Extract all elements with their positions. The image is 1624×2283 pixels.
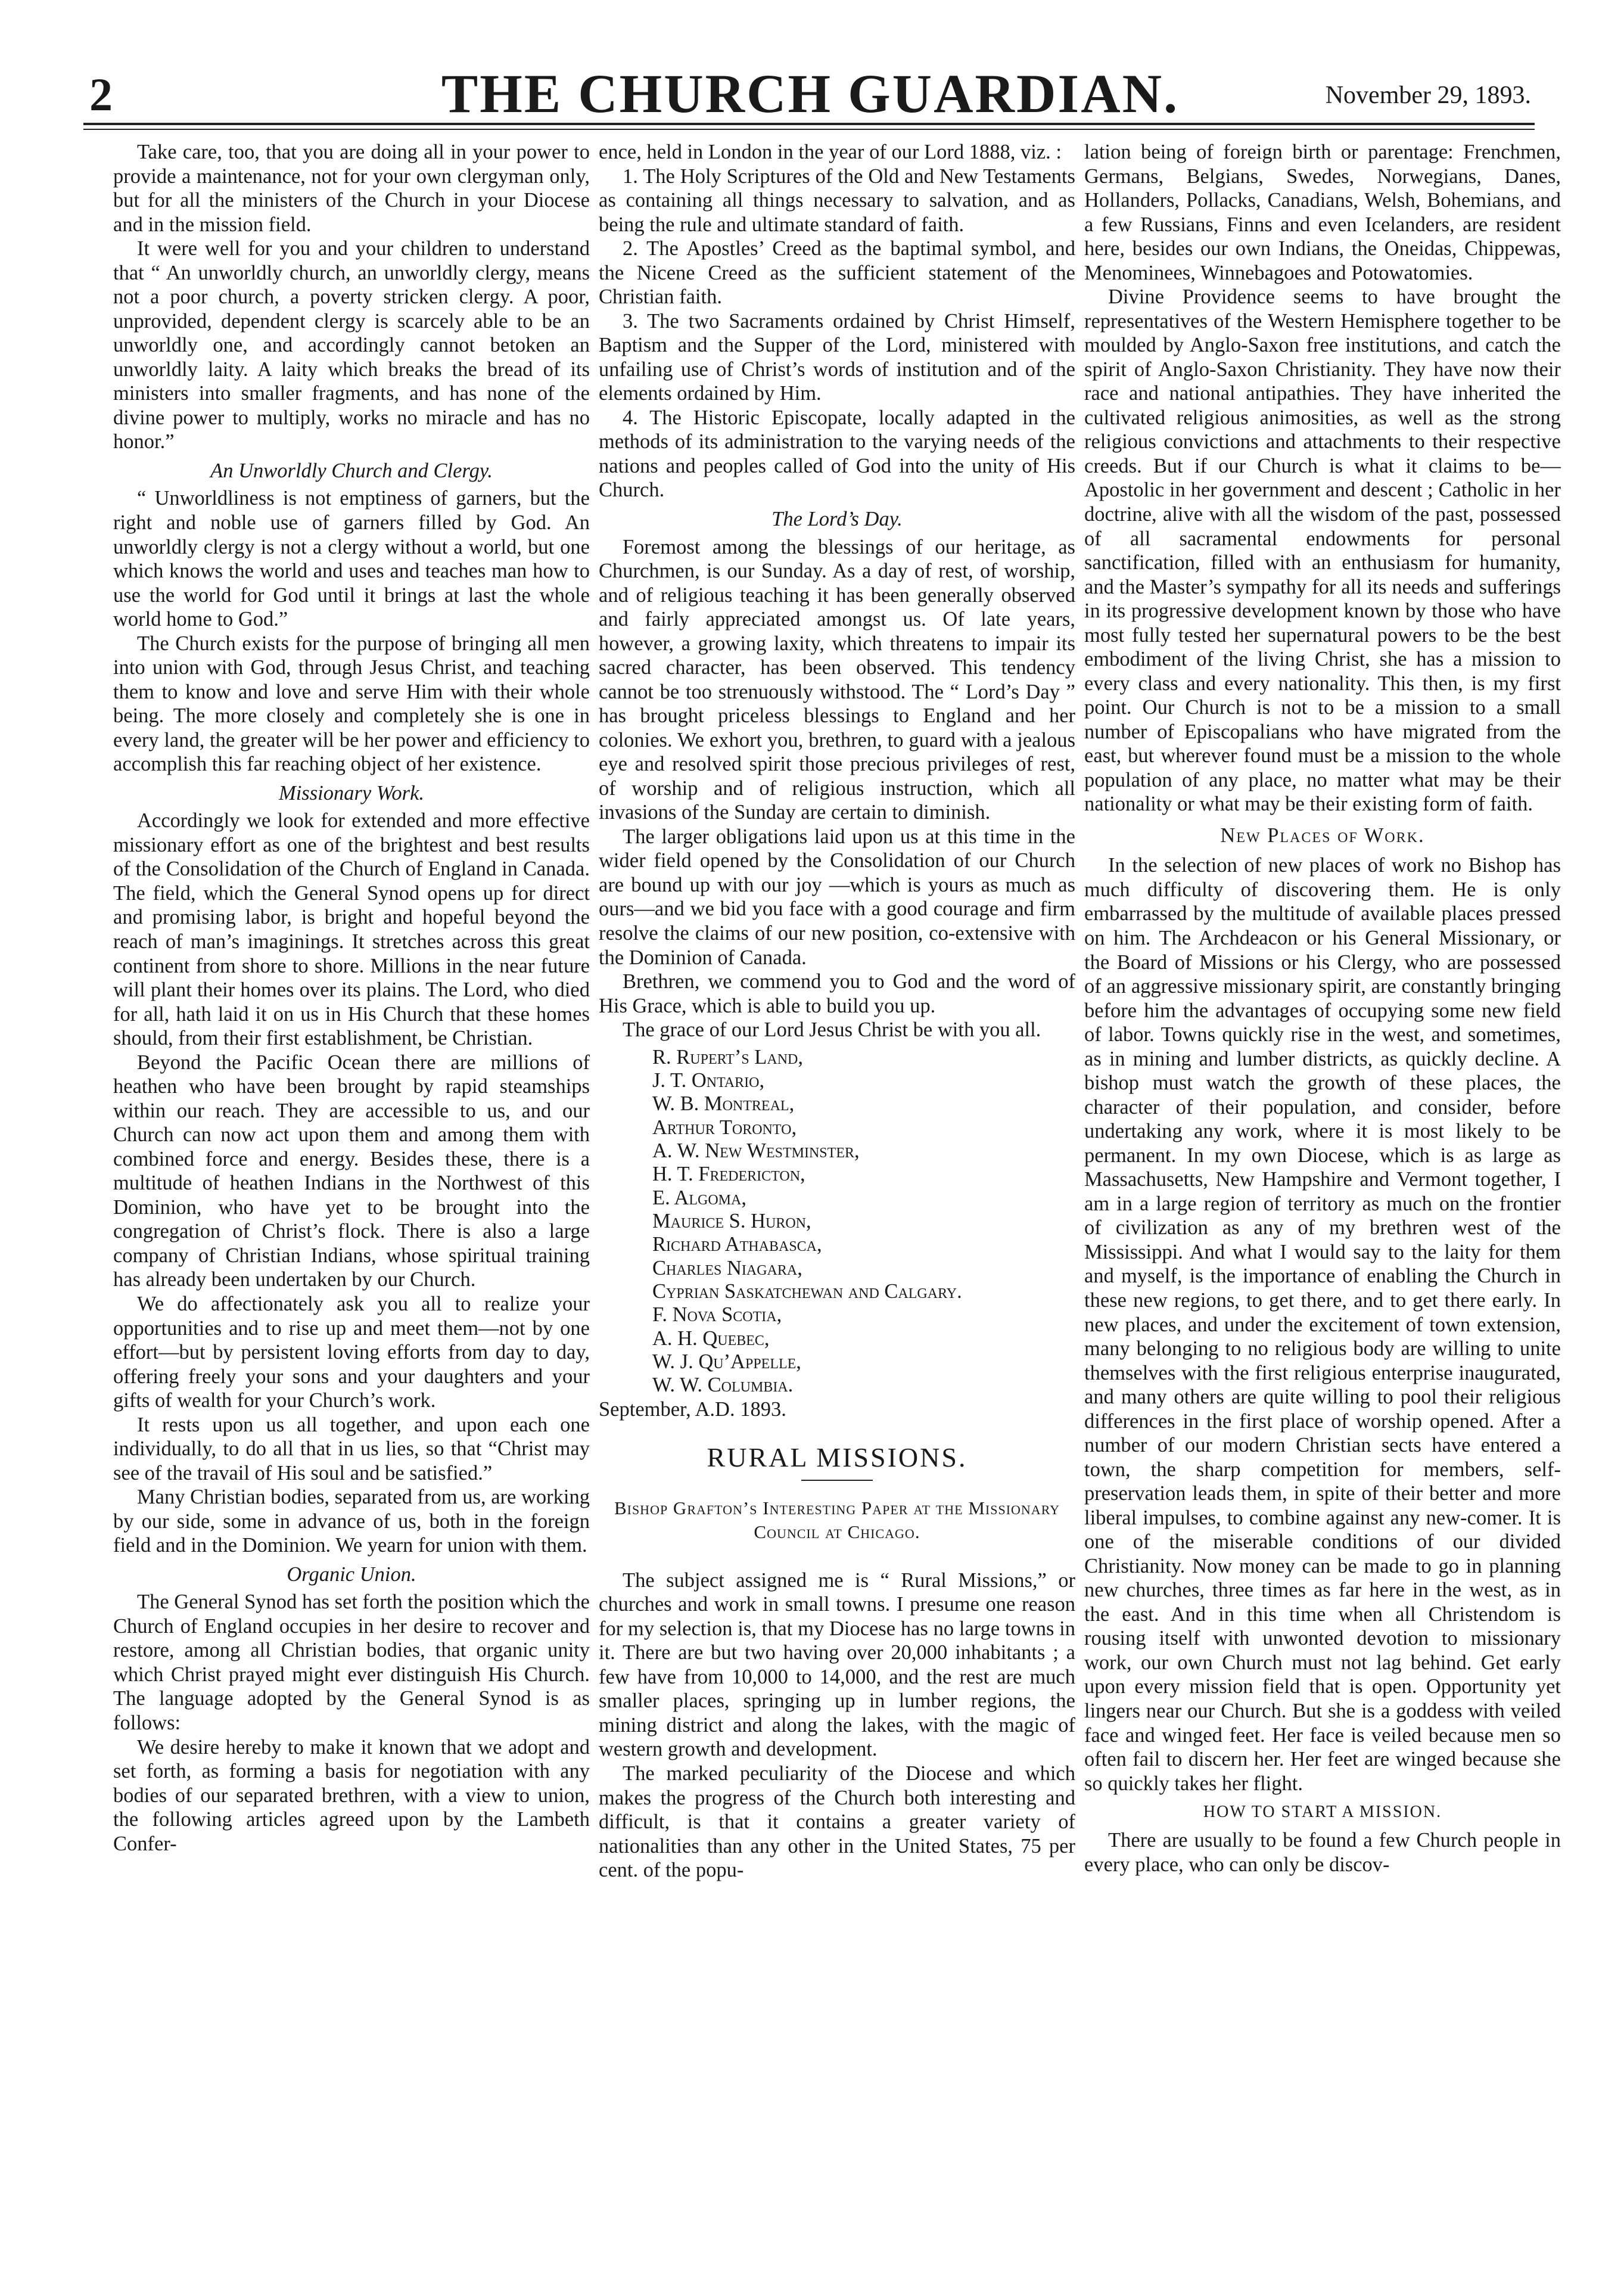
paragraph: We do affectionately ask you all to realize your opportunities and to rise up and meet them—not by one effort—but by persistent loving efforts from day to day, offering freely your sons and your daughters and your gifts of wealth for your Church’s work.	[113, 1292, 590, 1412]
signature: A. W. New Westminster,	[652, 1139, 860, 1162]
column-1	[113, 140, 590, 1856]
paragraph: The marked peculiarity of the Diocese and which makes the progress of the Church both interesting and difficult, is that it contains a greater variety of nationalities than any other in the United States, 75 per cent. of the popu-	[599, 1762, 1075, 1882]
section-heading: Missionary Work.	[278, 781, 425, 805]
paragraph: Many Christian bodies, separated from us, are working by our side, some in advance of us, both in the foreign field and in the Dominion. We yearn for union with them.	[113, 1486, 590, 1557]
paragraph: We desire hereby to make it known that we adopt and set forth, as forming a basis for negotiation with any bodies of our separated brethren, with a view to union, the following articles agreed upon by the Lambeth Confer-	[113, 1735, 590, 1855]
masthead-rule-thick	[83, 123, 1535, 125]
signature: R. Rupert’s Land,	[652, 1045, 803, 1068]
issue-date: November 29, 1893.	[1325, 82, 1531, 109]
signature: Cyprian Saskatchewan and Calgary.	[652, 1279, 962, 1303]
signature: W. B. Montreal,	[652, 1092, 795, 1116]
signature: W. J. Qu’Appelle,	[652, 1350, 801, 1373]
paragraph: Divine Providence seems to have brought the representatives of the Western Hemisphere together to be moulded by Anglo-Saxon free institutions, and catch the spirit of Anglo-Saxon Christianity. They have now their race and national antipathies. They have inherited the cultivated religious animosities, as well as the strong religious convictions and attachments to their respective creeds. But if our Church is what it claims to be—Apostolic in her government and descent ; Catholic in her doctrine, alive with all the wisdom of the past, possessed of all sacramental endowments for personal sanctification, filled with an enthusiasm for humanity, and the Master’s sympathy for all its needs and sufferings in its progressive development known by those who have most fully tested her supernatural powers to be the best embodiment of the living Christ, she has a mission to every class and every nationality. This then, is my first point. Our Church is not to be a mission to a small number of Episcopalians who have migrated from the east, but wherever found must be a mission to the whole population of any place, no matter what may be their nationality or what may be their existing form of faith.	[1084, 285, 1561, 816]
section-heading: New Places of Work.	[1220, 824, 1425, 847]
section-heading: Organic Union.	[287, 1563, 416, 1586]
column-2	[599, 140, 1075, 1883]
paragraph: It rests upon us all together, and upon each one individually, to do all that in us lies, so that “Christ may see of the travail of His soul and be satisfied.”	[113, 1413, 590, 1484]
paragraph: The General Synod has set forth the position which the Church of England occupies in her desire to recover and restore, among all Christian bodies, that organic unity which Christ prayed might ever distinguish His Church. The language adopted by the General Synod is as follows:	[113, 1591, 590, 1734]
list-item: 1. The Holy Scriptures of the Old and New Testaments as containing all things necessary to salvation, and as being the rule and ultimate standard of faith.	[599, 164, 1075, 236]
masthead	[89, 57, 1531, 123]
signature: J. T. Ontario,	[652, 1068, 765, 1092]
article-headline: RURAL MISSIONS.	[707, 1442, 967, 1473]
paragraph: ence, held in London in the year of our Lord 1888, viz. :	[599, 141, 1062, 163]
paragraph: Brethren, we commend you to God and the word of His Grace, which is able to build you up.	[599, 970, 1075, 1017]
signature-list	[652, 1046, 1075, 1397]
paragraph: In the selection of new places of work no Bishop has much difficulty of discovering them. He is only embarrassed by the multitude of available places pressed on him. The Archdeacon or his General Missionary, or the Board of Missions or his Clergy, who are possessed of an aggressive missionary spirit, are constantly bringing before him the advantages of occupying some new field of labor. Towns quickly rise in the west, and sometimes, as in mining and lumber districts, as quickly decline. A bishop must watch the growth of these places, the character of their population, and consider, before undertaking any work, where it is most likely to be permanent. In my own Diocese, which is as large as Massachusetts, New Hampshire and Vermont together, I am in a large region of territory as much on the frontier of civilization as any of my brethren west of the Mississippi. And what I would say to the laity for them and myself, is the importance of enabling the Church in these new regions, to get there, and to get there early. In new places, and under the excitement of town extension, many belonging to no religious body are willing to unite themselves with the first religious enterprise inaugurated, and many others are quite willing to pool their religious differences in the first place of worship opened. After a number of our modern Christian sects have entered a town, the sharp competition for members, self-preservation leads them, in spite of their better and more liberal impulses, to combine against any new-comer. It is one of the miserable conditions of our divided Christianity. Now money can be made to go in planning new churches, three times as far here in the west, as in the east. And in this time when all Christendom is rousing itself with unwonted devotion to missionary work, our own Church must not lag behind. Get early upon every mission field that is open. Opportunity yet lingers near our Church. But she is a goddess with veiled face and winged feet. Her face is veiled because men so often fail to discern her. Her feet are winged because she so quickly takes her flight.	[1084, 854, 1561, 1795]
paragraph: The grace of our Lord Jesus Christ be with you all.	[623, 1018, 1041, 1042]
signature: Maurice S. Huron,	[652, 1209, 811, 1232]
paragraph: Beyond the Pacific Ocean there are millions of heathen who have been brought by rapid steamships within our reach. They are accessible to us, and our Church can now act upon them and among them with combined force and energy. Besides these, there is a multitude of heathen Indians in the Northwest of this Dominion, who have yet to be brought into the congregation of Christ’s flock. There is also a large company of Christian Indians, whose spiritual training has already been undertaken by our Church.	[113, 1051, 590, 1291]
signature: H. T. Fredericton,	[652, 1163, 805, 1186]
paragraph: The subject assigned me is “ Rural Missions,” or churches and work in small towns. I presume one reason for my selection is, that my Diocese has no large towns in it. There are but two having over 20,000 inhabitants ; a few have from 10,000 to 14,000, and the rest are much smaller places, springing up in lumber regions, the mining district and along the lakes, with the magic of western growth and development.	[599, 1568, 1075, 1761]
signature: F. Nova Scotia,	[652, 1303, 782, 1327]
list-item: 3. The two Sacraments ordained by Christ Himself, Baptism and the Supper of the Lord, ministered with unfailing use of Christ’s words of institution and of the elements ordained by Him.	[599, 309, 1075, 405]
page-number: 2	[89, 69, 113, 120]
paragraph: There are usually to be found a few Church people in every place, who can only be discov-	[1084, 1829, 1561, 1876]
paragraph: lation being of foreign birth or parentage: Frenchmen, Germans, Belgians, Swedes, Norwegians, Danes, Hollanders, Pollacks, Canadians, Welsh, Bohemians, and a few Russians, Finns and even Icelanders, are resident here, besides our own Indians, the Oneidas, Chippewas, Menominees, Winnebagoes and Potowatomies.	[1084, 141, 1561, 284]
signature-date: September, A.D. 1893.	[599, 1397, 786, 1421]
paragraph: Take care, too, that you are doing all in your power to provide a maintenance, not for your own clergyman only, but for all the ministers of the Church in your Diocese and in the mission field.	[113, 141, 590, 236]
signature: Arthur Toronto,	[652, 1116, 797, 1139]
paragraph: “ Unworldliness is not emptiness of garners, but the right and noble use of garners filled by God. An unworldly clergy is not a clergy without a world, but one which knows the world and uses and teaches man how to use the world for God until it brings at last the whole world home to God.”	[113, 487, 590, 631]
paragraph: Accordingly we look for extended and more effective missionary effort as one of the brightest and best results of the Consolidation of the Church of England in Canada. The field, which the General Synod opens up for direct and promising labor, is bright and hopeful beyond the reach of man’s imaginings. It stretches across this great continent from shore to shore. Millions in the near future will plant their homes over its plains. The Lord, who died for all, hath laid it on us in His Church that these homes should, from their first establishment, be Christian.	[113, 809, 590, 1050]
signature: Richard Athabasca,	[652, 1233, 822, 1256]
section-heading: The Lord’s Day.	[771, 507, 903, 530]
list-item: 4. The Historic Episcopate, locally adapted in the methods of its administration to the varying needs of the nations and peoples called of God into the unity of His Church.	[599, 406, 1075, 502]
signature: E. Algoma,	[652, 1186, 746, 1209]
signature: Charles Niagara,	[652, 1256, 802, 1279]
section-heading: An Unworldly Church and Clergy.	[210, 459, 493, 482]
signature: A. H. Quebec,	[652, 1327, 770, 1350]
paragraph: Foremost among the blessings of our heritage, as Churchmen, is our Sunday. As a day of rest, of worship, and of religious teaching it has been generally observed and fairly appreciated amongst us. Of late years, however, a growing laxity, which threatens to impair its sacred character, has been observed. This tendency cannot be too strenuously withstood. The “ Lord’s Day ” has brought priceless blessings to England and her colonies. We exhort you, brethren, to guard with a jealous eye and resolved spirit those precious privileges of rest, of worship and of religious instruction, which all invasions of the Sunday are certain to diminish.	[599, 535, 1075, 824]
paragraph: The larger obligations laid upon us at this time in the wider field opened by the Consolidation of our Church are bound up with our joy —which is yours as much as ours—and we bid you face with a good courage and firm resolve the claims of our new position, co-extensive with the Dominion of Canada.	[599, 825, 1075, 969]
masthead-rule-thin	[83, 129, 1535, 130]
list-item: 2. The Apostles’ Creed as the baptimal symbol, and the Nicene Creed as the sufficient statement of the Christian faith.	[599, 237, 1075, 309]
section-heading: HOW TO START A MISSION.	[1203, 1803, 1442, 1822]
paragraph: It were well for you and your children to understand that “ An unworldly church, an unworldly clergy, means not a poor church, a poverty stricken clergy. A poor, unprovided, dependent clergy is scarcely able to be an unworldly one, and accordingly cannot betoken an unworldly laity. A laity which breaks the bread of its ministers into smaller fragments, and has none of the divine power to multiply, works no miracle and has no honor.”	[113, 237, 590, 454]
newspaper-title: THE CHURCH GUARDIAN.	[441, 63, 1180, 124]
paragraph: The Church exists for the purpose of bringing all men into union with God, through Jesus Christ, and teaching them to know and love and serve Him with their whole being. The more closely and completely she is one in every land, the greater will be her power and efficiency to accomplish this far reaching object of her existence.	[113, 632, 590, 776]
column-3	[1084, 140, 1561, 1877]
headline-rule	[801, 1480, 873, 1481]
article-deck: Bishop Grafton’s Interesting Paper at the Missionary Council at Chicago.	[614, 1498, 1060, 1543]
signature: W. W. Columbia.	[652, 1374, 794, 1397]
